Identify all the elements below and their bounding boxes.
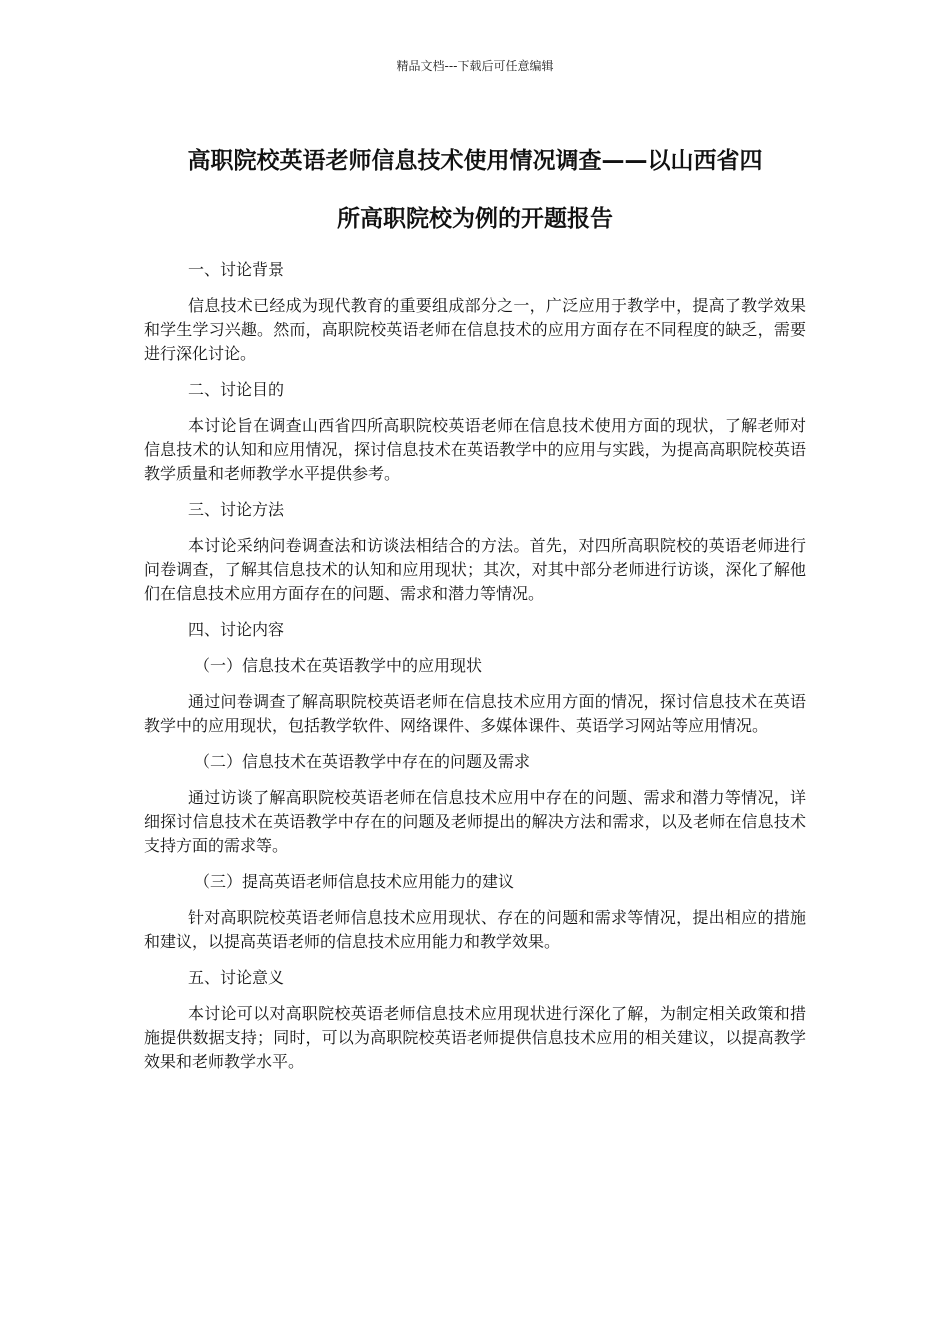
subsection-heading-status: （一）信息技术在英语教学中的应用现状 — [194, 656, 483, 675]
section-heading-method: 三、讨论方法 — [188, 500, 285, 519]
section-heading-background: 一、讨论背景 — [188, 260, 285, 279]
subsection-heading-problems: （二）信息技术在英语教学中存在的问题及需求 — [194, 752, 531, 771]
section-paragraph-purpose: 本讨论旨在调查山西省四所高职院校英语老师在信息技术使用方面的现状，了解老师对信息技术的认知和应用情况，探讨信息技术在英语教学中的应用与实践，为提高高职院校英语教学质量和老师教学水平提供参考。 — [144, 416, 806, 483]
subsection-heading-suggestions: （三）提高英语老师信息技术应用能力的建议 — [194, 872, 515, 891]
document-title — [140, 132, 810, 248]
section-heading-purpose: 二、讨论目的 — [188, 380, 285, 399]
document-title-line-2: 所高职院校为例的开题报告 — [337, 206, 613, 232]
section-paragraph-significance: 本讨论可以对高职院校英语老师信息技术应用现状进行深化了解，为制定相关政策和措施提供数据支持；同时，可以为高职院校英语老师提供信息技术应用的相关建议，以提高教学效果和老师教学水平。 — [144, 1004, 806, 1071]
document-body — [144, 258, 806, 1086]
subsection-paragraph-suggestions: 针对高职院校英语老师信息技术应用现状、存在的问题和需求等情况，提出相应的措施和建议，以提高英语老师的信息技术应用能力和教学效果。 — [144, 908, 806, 951]
section-heading-content: 四、讨论内容 — [188, 620, 285, 639]
section-heading-significance: 五、讨论意义 — [188, 968, 285, 987]
page-header: 精品文档---下载后可任意编辑 — [396, 59, 554, 73]
section-paragraph-method: 本讨论采纳问卷调查法和访谈法相结合的方法。首先，对四所高职院校的英语老师进行问卷调查，了解其信息技术的认知和应用现状；其次，对其中部分老师进行访谈，深化了解他们在信息技术应用方面存在的问题、需求和潜力等情况。 — [144, 536, 806, 603]
subsection-paragraph-status: 通过问卷调查了解高职院校英语老师在信息技术应用方面的情况，探讨信息技术在英语教学中的应用现状，包括教学软件、网络课件、多媒体课件、英语学习网站等应用情况。 — [144, 692, 806, 735]
section-paragraph-background: 信息技术已经成为现代教育的重要组成部分之一，广泛应用于教学中，提高了教学效果和学生学习兴趣。然而，高职院校英语老师在信息技术的应用方面存在不同程度的缺乏，需要进行深化讨论。 — [144, 296, 806, 363]
subsection-paragraph-problems: 通过访谈了解高职院校英语老师在信息技术应用中存在的问题、需求和潜力等情况，详细探讨信息技术在英语教学中存在的问题及老师提出的解决方法和需求，以及老师在信息技术支持方面的需求等。 — [144, 788, 806, 855]
document-title-line-1: 高职院校英语老师信息技术使用情况调查——以山西省四 — [187, 148, 763, 174]
